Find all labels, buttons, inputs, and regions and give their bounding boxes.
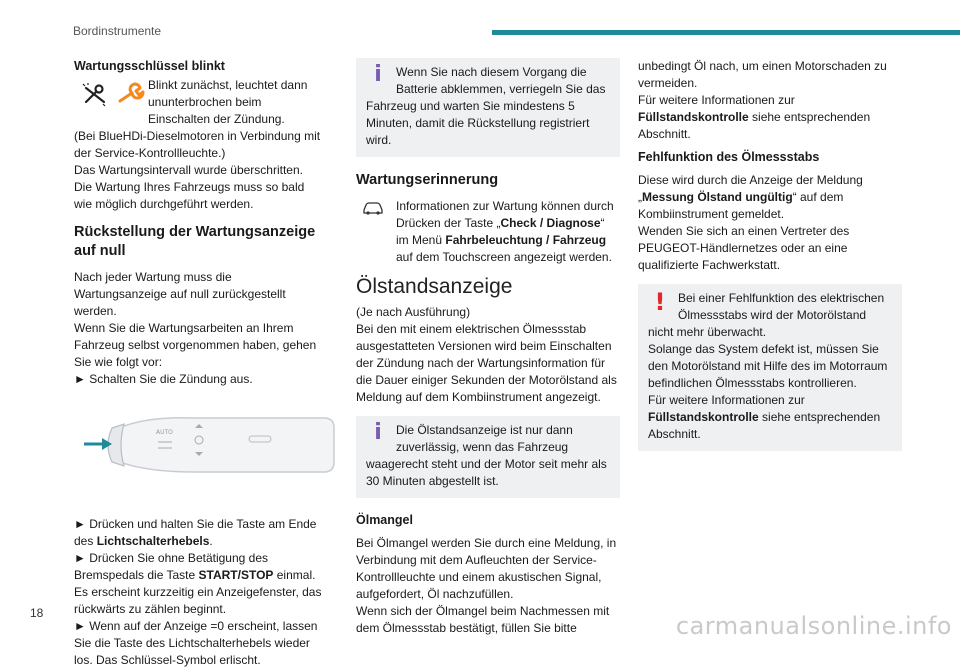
oel-p2: Bei den mit einem elektrischen Ölmessstab ausgestatteten Versionen wird beim Einschalten der Zündung nach der Wartungsinformation für die Dauer einiger Sekunden der Motorölstand als Meldung auf dem Kombiinstrument angezeigt. <box>356 322 617 404</box>
oel-p1: (Je nach Ausführung) <box>356 305 471 319</box>
heading-fehlfunktion: Fehlfunktion des Ölmessstabs <box>638 150 820 164</box>
wrench-cross-icon <box>82 84 108 106</box>
wartung-icon-row <box>74 77 324 128</box>
info-icon: i <box>374 420 382 445</box>
info-note-batterie <box>356 58 620 157</box>
wrench-icon <box>118 86 144 104</box>
car-outline-icon <box>362 201 384 215</box>
info-icon: i <box>374 62 382 87</box>
cont-p1: unbedingt Öl nach, um einen Motorschaden zu vermeiden. <box>638 59 887 90</box>
note-batterie-text: Wenn Sie nach diesem Vorgang die Batterie abklemmen, verriegeln Sie das Fahrzeug und warten Sie mindestens 5 Minuten, damit die Rückstellung registriert wird. <box>366 65 606 147</box>
fehl-p1: Diese wird durch die Anzeige der Meldung „Messung Ölstand ungültig“ auf dem Kombiinstrument gemeldet. <box>638 173 863 221</box>
mangel-p2: Wenn sich der Ölmangel beim Nachmessen mit dem Ölmessstab bestätigt, füllen Sie bitte <box>356 604 610 635</box>
wartung-icons <box>74 77 144 113</box>
warn-p3: Für weitere Informationen zur Füllstandskontrolle siehe entsprechenden Abschnitt. <box>648 393 881 441</box>
header-accent-bar <box>492 30 960 35</box>
step-3: ► Drücken Sie ohne Betätigung des Bremspedals die Taste START/STOP einmal. Es erscheint kurzzeitig ein Anzeigefenster, das rückwärts zu zählen beginnt. <box>74 551 322 616</box>
warning-icon: ! <box>654 288 666 316</box>
reset-p1: Nach jeder Wartung muss die Wartungsanzeige auf null zurückgestellt werden. <box>74 270 286 318</box>
heading-wartungserinnerung: Wartungserinnerung <box>356 172 499 188</box>
erinnerung-text: Informationen zur Wartung können durch Drücken der Taste „Check / Diagnose“ im Menü Fahrbeleuchtung / Fahrzeug auf dem Touchscreen angezeigt werden. <box>396 199 614 264</box>
fehl-p2: Wenden Sie sich an einen Vertreter des PEUGEOT-Händlernetzes oder an eine qualifizierte Fachwerkstatt. <box>638 224 850 272</box>
illus-auto-label: AUTO <box>156 429 173 436</box>
fahrzeug-text: Die Wartung Ihres Fahrzeugs muss so bald wie möglich durchgeführt werden. <box>74 180 305 211</box>
ueberschritten-text: Das Wartungsintervall wurde überschritten. <box>74 163 303 177</box>
erinnerung-row <box>356 198 620 266</box>
heading-wartungsschluessel: Wartungsschlüssel blinkt <box>74 59 225 73</box>
blinkt-text: Blinkt zunächst, leuchtet dann ununterbrochen beim Einschalten der Zündung. <box>148 78 308 126</box>
step-1: ► Schalten Sie die Zündung aus. <box>74 372 253 386</box>
reset-p2: Wenn Sie die Wartungsarbeiten an Ihrem Fahrzeug selbst vorgenommen haben, gehen Sie wie folgt vor: <box>74 321 317 369</box>
column-2 <box>356 58 620 637</box>
header-title: Bordinstrumente <box>73 24 162 38</box>
erinnerung-icon-box <box>356 198 396 218</box>
heading-oelstandsanzeige: Ölstandsanzeige <box>356 275 513 298</box>
bluehdi-text: (Bei BlueHDi-Dieselmotoren in Verbindung mit der Service-Kontrollleuchte.) <box>74 129 321 160</box>
cont-p2: Für weitere Informationen zur Füllstandskontrolle siehe entsprechenden Abschnitt. <box>638 93 871 141</box>
info-note-oelstand <box>356 416 620 498</box>
page-number: 18 <box>30 606 44 620</box>
note-oelstand-text: Die Ölstandsanzeige ist nur dann zuverlässig, wenn das Fahrzeug waagerecht steht und der Motor seit mehr als 30 Minuten abgestellt ist. <box>366 423 607 488</box>
warn-p1: Bei einer Fehlfunktion des elektrischen Ölmessstabs wird der Motorölstand nicht mehr überwacht. <box>648 291 885 339</box>
column-1 <box>74 58 324 669</box>
warning-note-oelmessstab <box>638 284 902 451</box>
light-stalk-illustration <box>74 410 336 490</box>
step-2: ► Drücken und halten Sie die Taste am Ende des Lichtschalterhebels. <box>74 517 317 548</box>
heading-rueckstellung: Rückstellung der Wartungsanzeige auf null <box>74 224 316 259</box>
watermark: carmanualsonline.info <box>675 612 952 640</box>
step-4: ► Wenn auf der Anzeige =0 erscheint, lassen Sie die Taste des Lichtschalterhebels wieder los. Das Schlüssel-Symbol erlischt. <box>74 619 318 667</box>
warn-p2: Solange das System defekt ist, müssen Sie den Motorölstand mit Hilfe des im Motorraum befindlichen Ölmessstabs kontrollieren. <box>648 342 888 390</box>
heading-oelmangel: Ölmangel <box>356 513 413 527</box>
light-stalk-drawing <box>74 410 336 490</box>
mangel-p1: Bei Ölmangel werden Sie durch eine Meldung, in Verbindung mit dem Aufleuchten der Service-Kontrollleuchte und einem akustischen Signal, aufgefordert, Öl nachzufüllen. <box>356 536 617 601</box>
column-3 <box>638 58 902 461</box>
